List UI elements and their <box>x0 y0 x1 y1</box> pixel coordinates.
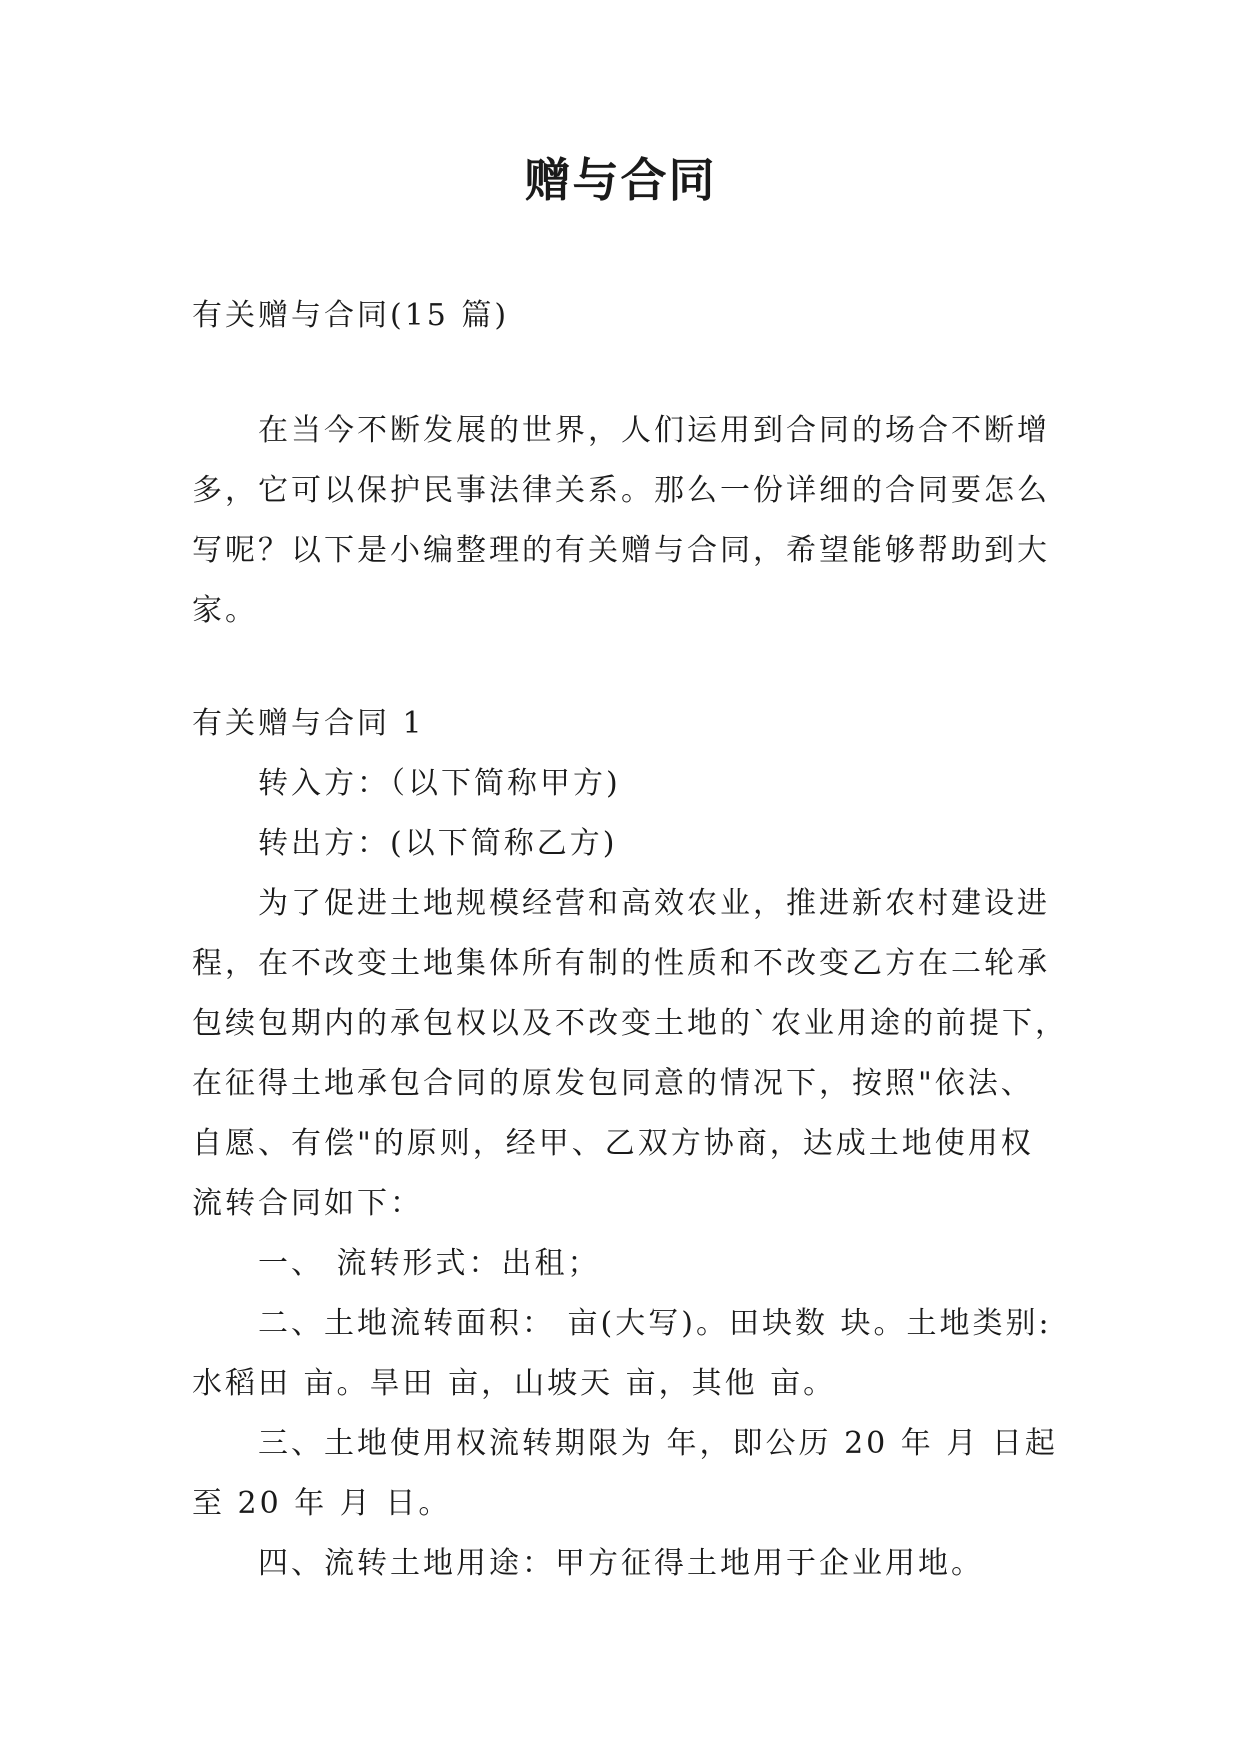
party-out-line: 转出方：(以下简称乙方) <box>258 826 618 861</box>
intro-line: 在当今不断发展的世界，人们运用到合同的场合不断增 <box>258 413 1050 448</box>
body-line: 为了促进土地规模经营和高效农业，推进新农村建设进 <box>258 886 1050 921</box>
section-1 <box>192 694 1068 1594</box>
clause-4: 四、流转土地用途：甲方征得土地用于企业用地。 <box>258 1546 984 1581</box>
intro-paragraph <box>192 401 1062 641</box>
clause-2-cont: 水稻田 亩。旱田 亩，山坡天 亩，其他 亩。 <box>192 1366 837 1401</box>
body-line: 包续包期内的承包权以及不改变土地的`农业用途的前提下， <box>192 1006 1068 1041</box>
clause-3: 三、土地使用权流转期限为 年，即公历 20 年 月 日起 <box>258 1426 1058 1461</box>
body-line: 在征得土地承包合同的原发包同意的情况下，按照"依法、 <box>192 1066 1034 1101</box>
intro-line: 写呢？以下是小编整理的有关赠与合同，希望能够帮助到大 <box>192 533 1050 568</box>
document-subtitle <box>192 286 1062 346</box>
intro-line: 多，它可以保护民事法律关系。那么一份详细的合同要怎么 <box>192 473 1050 508</box>
intro-line: 家。 <box>192 593 258 628</box>
body-line: 流转合同如下： <box>192 1186 423 1221</box>
party-in-line: 转入方：（以下简称甲方) <box>258 766 621 801</box>
clause-2: 二、土地流转面积： 亩(大写)。田块数 块。土地类别: <box>258 1306 1052 1341</box>
body-line: 程，在不改变土地集体所有制的性质和不改变乙方在二轮承 <box>192 946 1050 981</box>
subtitle-text: 有关赠与合同(15 篇) <box>192 298 510 333</box>
section-heading: 有关赠与合同 1 <box>192 706 425 741</box>
document-title: 赠与合同 <box>524 153 717 207</box>
body-line: 自愿、有偿"的原则，经甲、乙双方协商，达成土地使用权 <box>192 1126 1034 1161</box>
clause-3-cont: 至 20 年 月 日。 <box>192 1486 452 1521</box>
clause-1: 一、 流转形式：出租； <box>258 1246 601 1281</box>
